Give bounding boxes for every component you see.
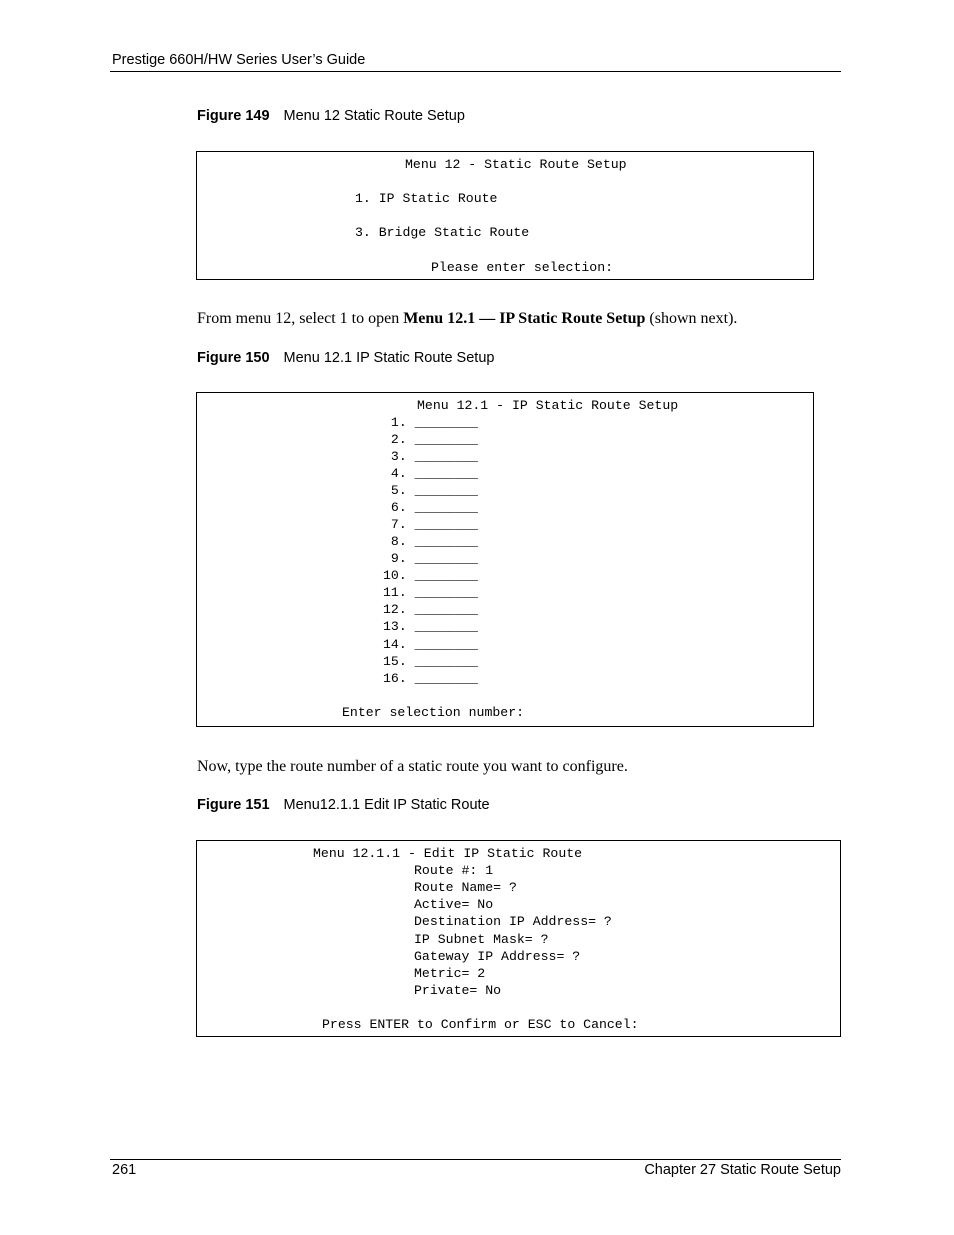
route-slot: 3. ________ <box>383 449 478 464</box>
selection-prompt: Enter selection number: <box>342 705 525 720</box>
paragraph-text: (shown next). <box>645 310 738 327</box>
route-slot: 14. ________ <box>383 637 478 652</box>
page-number: 261 <box>112 1162 137 1178</box>
screen-title: Menu 12 - Static Route Setup <box>405 157 627 172</box>
field-private: Private= No <box>414 983 502 998</box>
field-metric: Metric= 2 <box>414 966 486 981</box>
figure-number: Figure 151 <box>197 797 270 813</box>
figure-number: Figure 150 <box>197 350 270 366</box>
route-slot: 16. ________ <box>383 671 478 686</box>
chapter-title: Chapter 27 Static Route Setup <box>644 1162 841 1178</box>
figure-number: Figure 149 <box>197 108 270 124</box>
route-slot: 13. ________ <box>383 619 478 634</box>
route-slot: 12. ________ <box>383 602 478 617</box>
screen-title: Menu 12.1.1 - Edit IP Static Route <box>313 846 583 861</box>
route-slot: 10. ________ <box>383 568 478 583</box>
footer-divider <box>110 1159 841 1160</box>
route-slot: 9. ________ <box>383 551 478 566</box>
route-slot: 8. ________ <box>383 534 478 549</box>
route-slot: 6. ________ <box>383 500 478 515</box>
route-slot: 7. ________ <box>383 517 478 532</box>
field-route-number: Route #: 1 <box>414 863 494 878</box>
menu-option-bridge-static-route: 3. Bridge Static Route <box>355 225 530 240</box>
field-route-name: Route Name= ? <box>414 880 517 895</box>
figure-title: Menu12.1.1 Edit IP Static Route <box>283 797 490 813</box>
route-slot: 5. ________ <box>383 483 478 498</box>
route-slot: 15. ________ <box>383 654 478 669</box>
menu-reference: Menu 12.1 — IP Static Route Setup <box>403 310 646 327</box>
field-gateway-ip: Gateway IP Address= ? <box>414 949 581 964</box>
figure-150-caption <box>197 350 494 366</box>
menu-12-screen <box>196 151 814 280</box>
field-active: Active= No <box>414 897 494 912</box>
field-destination-ip: Destination IP Address= ? <box>414 914 612 929</box>
confirm-prompt: Press ENTER to Confirm or ESC to Cancel: <box>322 1017 639 1032</box>
menu-12-1-screen <box>196 392 814 727</box>
body-paragraph <box>197 310 737 328</box>
figure-title: Menu 12.1 IP Static Route Setup <box>283 350 495 366</box>
paragraph-text: From menu 12, select 1 to open <box>197 310 404 327</box>
header-divider <box>110 71 841 72</box>
route-slot: 4. ________ <box>383 466 478 481</box>
figure-149-caption <box>197 108 465 124</box>
field-subnet-mask: IP Subnet Mask= ? <box>414 932 549 947</box>
figure-151-caption <box>197 797 490 813</box>
body-paragraph: Now, type the route number of a static route you want to configure. <box>197 758 628 775</box>
route-slot: 1. ________ <box>383 415 478 430</box>
running-header: Prestige 660H/HW Series User’s Guide <box>112 52 366 68</box>
menu-option-ip-static-route: 1. IP Static Route <box>355 191 498 206</box>
route-slot: 2. ________ <box>383 432 478 447</box>
screen-title: Menu 12.1 - IP Static Route Setup <box>417 398 679 413</box>
figure-title: Menu 12 Static Route Setup <box>283 108 465 124</box>
selection-prompt: Please enter selection: <box>431 260 614 275</box>
menu-12-1-1-screen <box>196 840 841 1037</box>
route-slot: 11. ________ <box>383 585 478 600</box>
